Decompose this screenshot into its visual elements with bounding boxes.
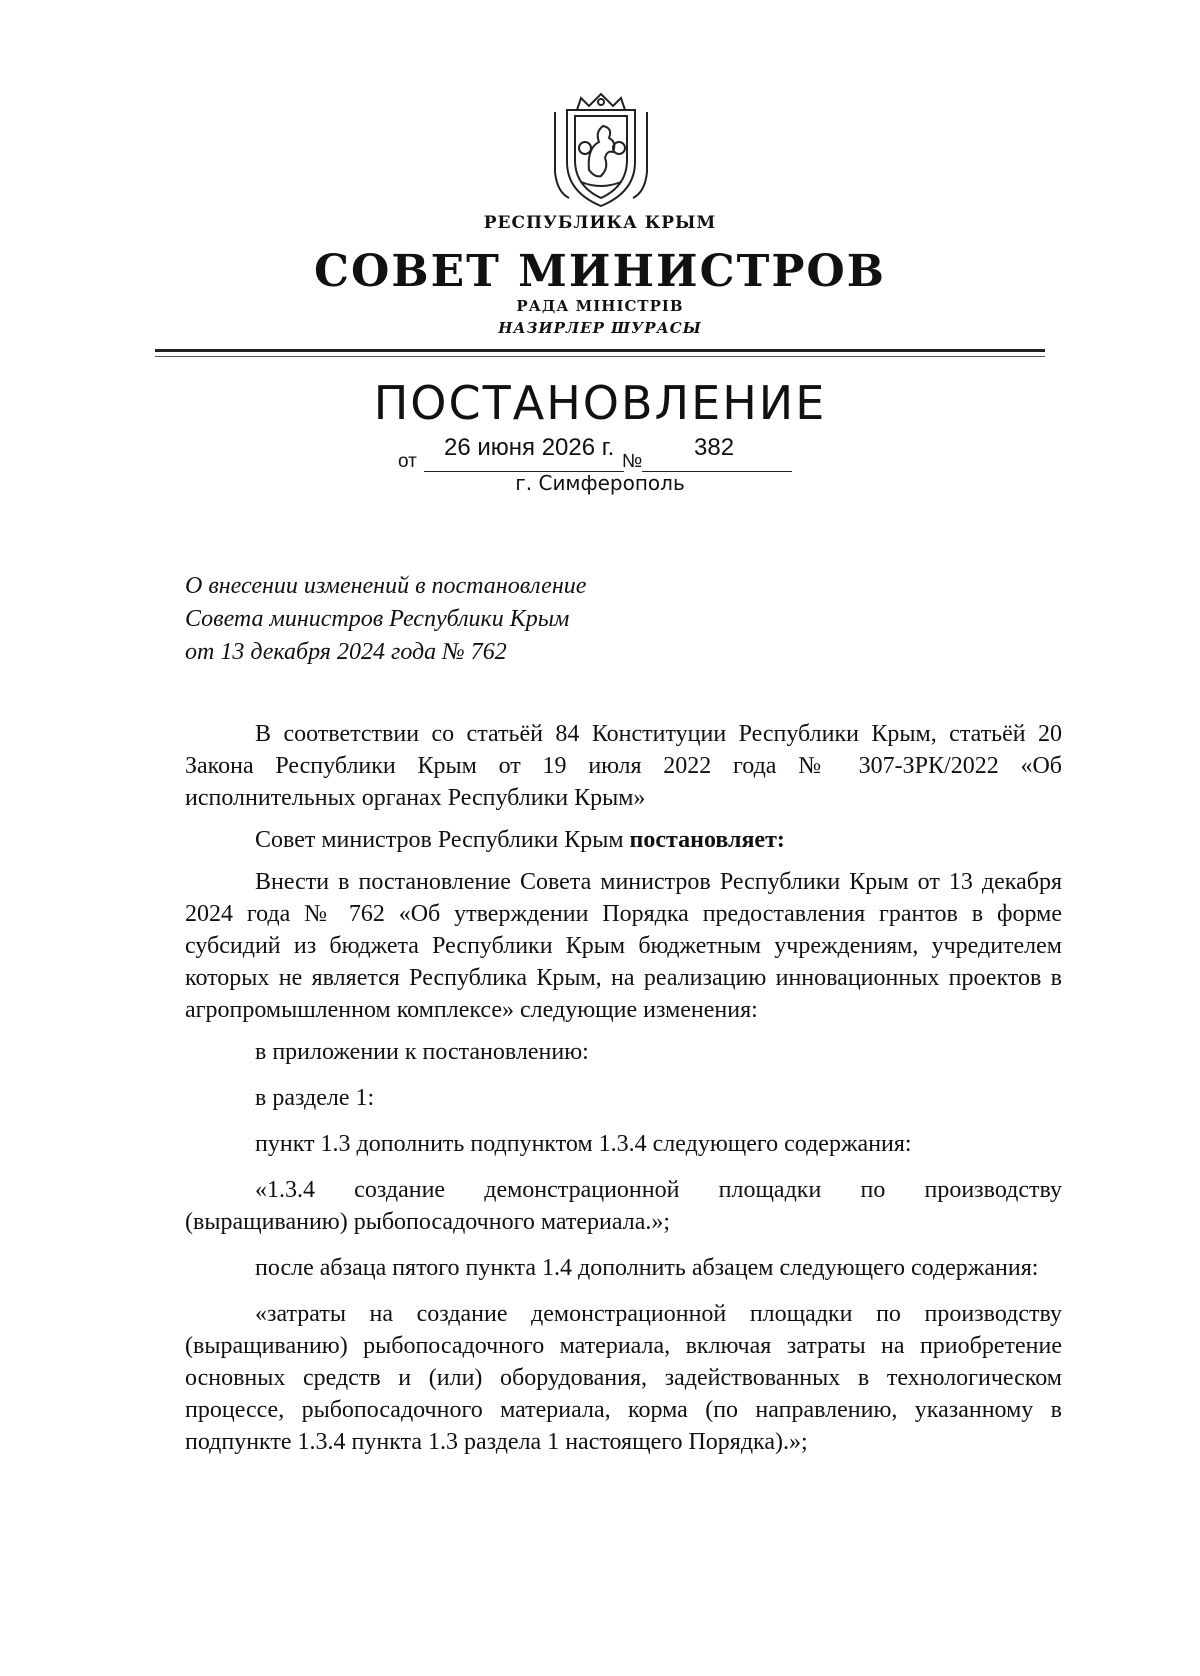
city: г. Симферополь	[515, 471, 685, 495]
header-divider	[155, 349, 1045, 352]
republic-name: РЕСПУБЛИКА КРЫМ	[483, 213, 717, 233]
paragraph-amendment: Внести в постановление Совета министров Республики Крым от 13 декабря 2024 года № 762 «Об утверждении Порядка предоставления грантов в форме субсидий из бюджета Республики Крым бюджетным учреждениям, учредителем которых не является Республика Крым, на реализацию инновационных проектов в агропромышленном комплексе» следующие изменения:	[185, 869, 1062, 1023]
council-title-crh: НАЗИРЛЕР ШУРАСЫ	[498, 319, 702, 337]
header-divider-thin	[155, 356, 1045, 357]
document-type-title: ПОСТАНОВЛЕНИЕ	[373, 376, 827, 430]
subject-line: от 13 декабря 2024 года № 762	[185, 639, 507, 665]
number-label: №	[622, 451, 643, 472]
paragraph-legal-basis: В соответствии со статьёй 84 Конституции Республики Крым, статьёй 20 Закона Республики Крым от 19 июля 2022 года № 307-ЗРК/2022 «Об исполнительных органах Республики Крым»	[185, 721, 1062, 811]
paragraph-costs: «затраты на создание демонстрационной площадки по производству (выращиванию) рыбопосадочного материала, включая затраты на приобретение основных средств и (или) оборудования, задействованных в технологическом процессе, рыбопосадочного материала, корма (по направлению, указанному в подпункте 1.3.4 пункта 1.3 раздела 1 настоящего Порядка).»;	[185, 1301, 1062, 1455]
paragraph-item-1-4: после абзаца пятого пункта 1.4 дополнить абзацем следующего содержания:	[255, 1255, 1039, 1281]
resolution-date: 26 июня 2026 г.	[444, 434, 615, 461]
date-number-line	[398, 434, 808, 474]
document-body	[185, 718, 1062, 1472]
subject-line: О внесении изменений в постановление	[185, 573, 587, 599]
paragraph-subitem-1-3-4: «1.3.4 создание демонстрационной площадки по производству (выращиванию) рыбопосадочного материала.»;	[185, 1177, 1062, 1235]
council-title-ua: РАДА МІНІСТРІВ	[516, 297, 684, 315]
paragraph-appendix: в приложении к постановлению:	[255, 1039, 589, 1065]
council-title: СОВЕТ МИНИСТРОВ	[314, 246, 886, 297]
paragraph-item-1-3: пункт 1.3 дополнить подпунктом 1.3.4 следующего содержания:	[255, 1131, 912, 1157]
subject-line: Совета министров Республики Крым	[185, 606, 570, 632]
resolves-text: Совет министров Республики Крым	[255, 827, 630, 853]
paragraph-resolves	[185, 824, 1062, 856]
subject-block	[185, 570, 745, 669]
date-label: от	[398, 451, 417, 472]
paragraph-section: в разделе 1:	[255, 1085, 375, 1111]
resolves-keyword: постановляет:	[629, 827, 785, 853]
resolution-number: 382	[694, 434, 735, 461]
coat-of-arms-icon	[547, 92, 655, 212]
